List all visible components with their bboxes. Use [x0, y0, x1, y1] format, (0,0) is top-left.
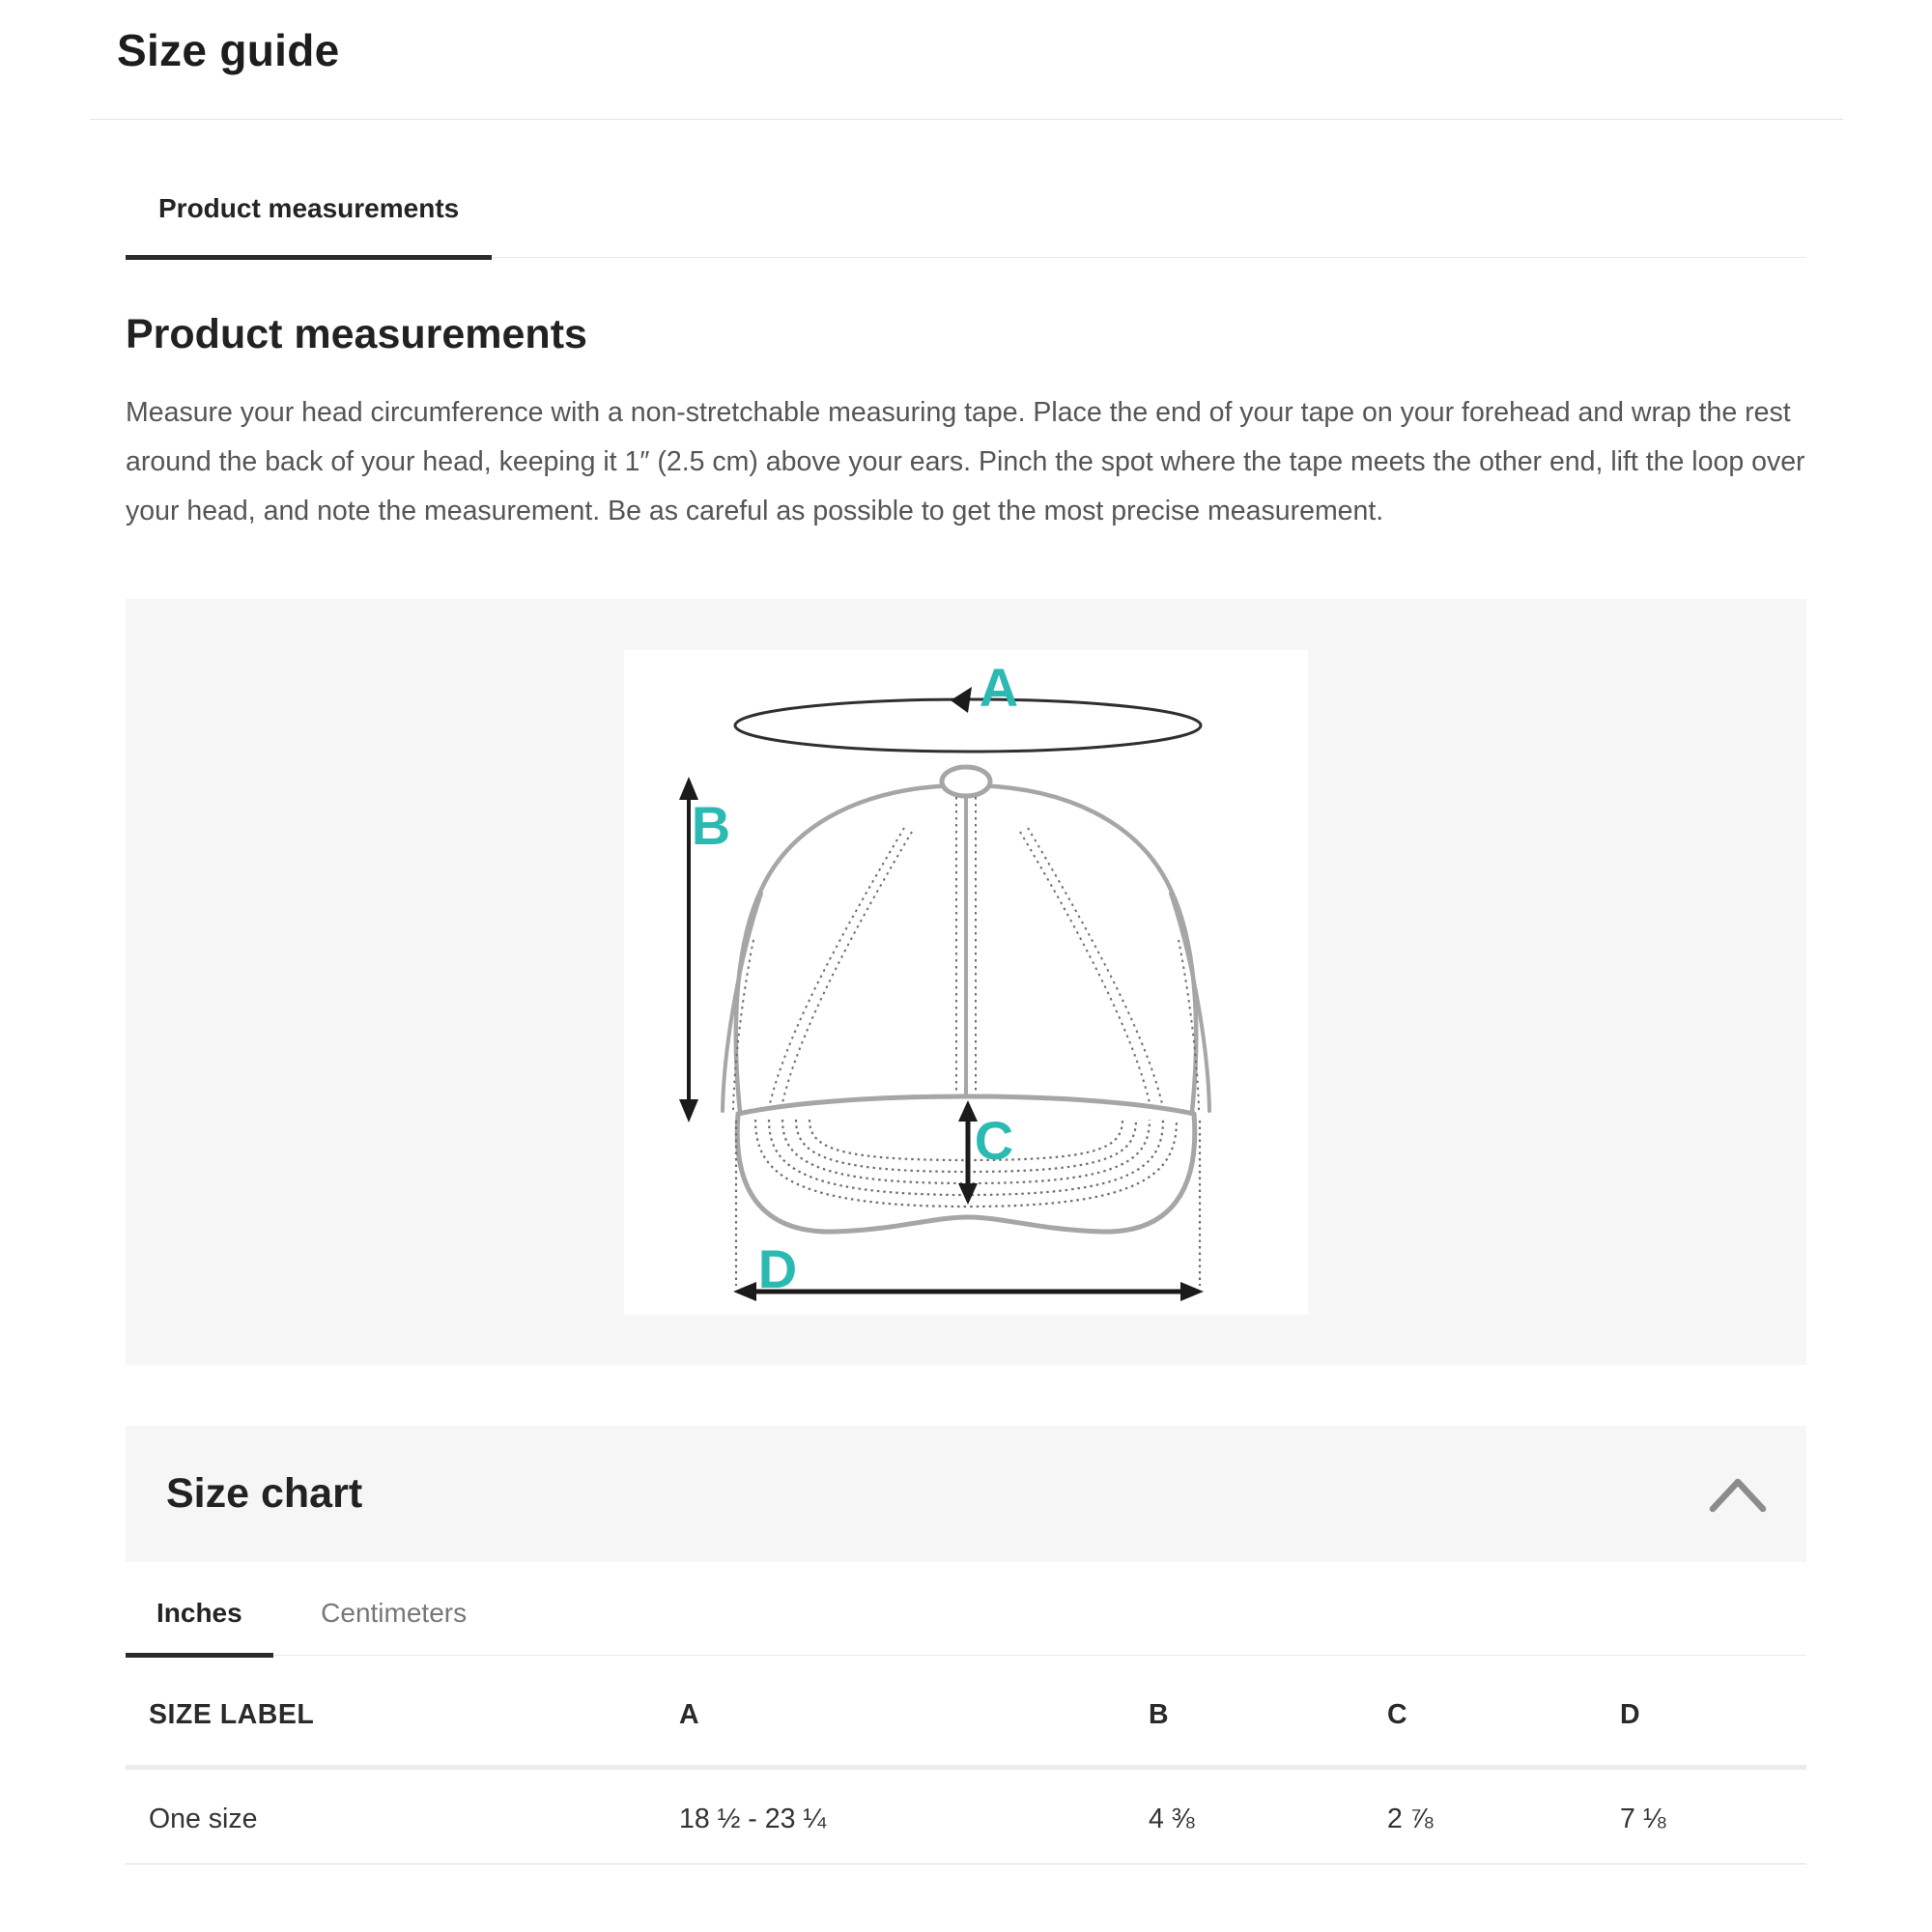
- table-row: [126, 1770, 1806, 1864]
- cell-c: 2 ⅞: [1387, 1804, 1434, 1834]
- circumference-arrowhead: [951, 687, 972, 713]
- collapse-size-chart-button[interactable]: [1708, 1475, 1768, 1514]
- cap-diagram-image: [624, 650, 1308, 1315]
- cap-diagram-panel: [126, 599, 1806, 1365]
- label-b: B: [691, 794, 731, 856]
- table-header-row: [126, 1656, 1806, 1770]
- header-b: B: [1149, 1699, 1170, 1730]
- section-heading: Product measurements: [126, 311, 587, 357]
- guide-tabbar: [126, 182, 1806, 258]
- label-a: A: [979, 656, 1019, 718]
- cap-crown: [723, 767, 1209, 1112]
- size-chart-header: [126, 1426, 1806, 1562]
- cell-b: 4 ⅜: [1149, 1804, 1195, 1834]
- d-arrow: [733, 1282, 1204, 1301]
- size-chart-table: [126, 1656, 1806, 1864]
- size-chart-title: Size chart: [166, 1470, 363, 1517]
- title-divider: [90, 119, 1843, 120]
- measurement-instructions: Measure your head circumference with a non-stretchable measuring tape. Place the end of your tape on your forehead and wrap the rest around the back of your head, keeping it 1″ (2.5 cm) above your ears. Pinch the spot where the tape meets the other end, lift the loop over your head, and note the measurement. Be as careful as possible to get the most precise measurement.: [126, 397, 1805, 526]
- cell-size-label: One size: [149, 1804, 258, 1834]
- label-c: C: [974, 1109, 1014, 1171]
- cell-a: 18 ½ - 23 ¼: [679, 1804, 827, 1834]
- tab-inches[interactable]: Inches: [126, 1597, 273, 1656]
- unit-tabbar: [126, 1597, 1806, 1656]
- chevron-up-icon: [1708, 1475, 1768, 1514]
- header-size-label: SIZE LABEL: [149, 1699, 315, 1730]
- header-a: A: [679, 1699, 700, 1730]
- label-d: D: [757, 1237, 798, 1299]
- header-d: D: [1620, 1699, 1641, 1730]
- cell-d: 7 ⅛: [1620, 1804, 1666, 1834]
- cap-measurement-diagram: [624, 650, 1308, 1315]
- tab-centimeters[interactable]: Centimeters: [321, 1598, 468, 1628]
- header-c: C: [1387, 1699, 1408, 1730]
- tab-product-measurements[interactable]: Product measurements: [126, 182, 492, 258]
- page-title: Size guide: [117, 25, 340, 75]
